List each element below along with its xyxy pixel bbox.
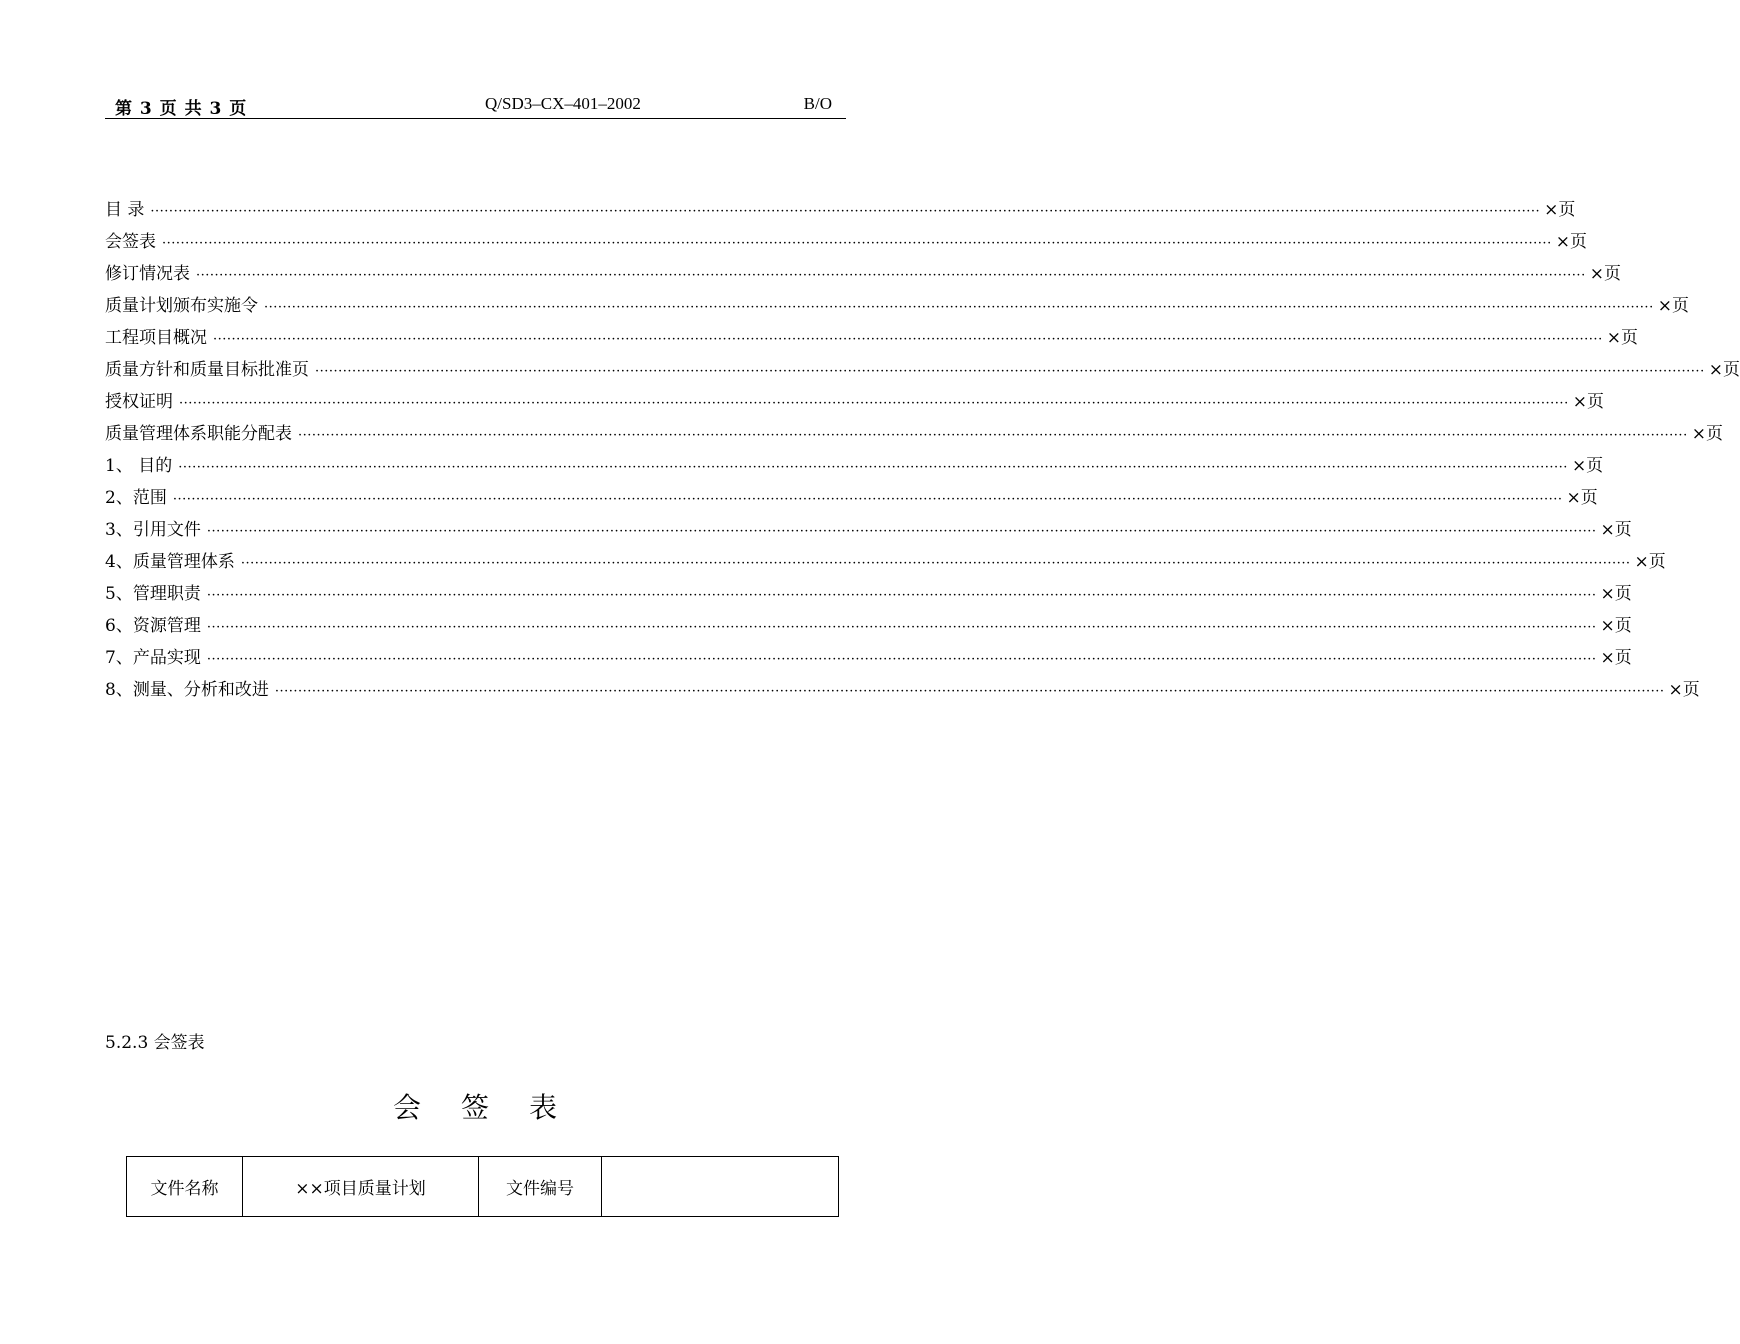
toc-entry: [105, 356, 1740, 388]
toc-leader-dots: ············································································································································································································································································································: [179, 396, 1569, 411]
toc-leader-dots: ············································································································································································································································································································: [162, 236, 1552, 251]
toc-leader-dots: ············································································································································································································································································································: [206, 524, 1597, 539]
toc-entry-title: 授权证明: [105, 388, 177, 416]
toc-entry-title: 会签表: [105, 228, 160, 256]
toc-leader-dots: ············································································································································································································································································································: [206, 652, 1597, 667]
toc-entry-page: ×页: [1606, 328, 1638, 348]
toc-entry: [105, 644, 1632, 676]
table-of-contents: [105, 196, 1740, 708]
toc-entry: [105, 484, 1598, 516]
toc-entry-title: 4、质量管理体系: [105, 548, 239, 576]
toc-entry-title: 8、测量、分析和改进: [105, 676, 273, 704]
toc-entry-title: 6、资源管理: [105, 612, 205, 640]
file-number-value: [602, 1157, 839, 1217]
toc-leader-dots: ············································································································································································································································································································: [206, 620, 1597, 635]
page-header: [105, 92, 846, 119]
sign-table-title: 会签表: [392, 1091, 597, 1124]
toc-entry: [105, 292, 1689, 324]
toc-entry-page: ×页: [1600, 584, 1632, 604]
file-name-label: 文件名称: [127, 1157, 243, 1217]
toc-entry-page: ×页: [1634, 552, 1666, 572]
toc-entry: [105, 324, 1638, 356]
toc-entry: [105, 516, 1632, 548]
toc-entry-title: 质量方针和质量目标批准页: [105, 356, 313, 384]
toc-leader-dots: ············································································································································································································································································································: [213, 332, 1603, 347]
toc-leader-dots: ············································································································································································································································································································: [274, 684, 1665, 699]
toc-entry-title: 2、范围: [105, 484, 171, 512]
toc-entry-title: 质量计划颁布实施令: [105, 292, 262, 320]
toc-entry-title: 3、引用文件: [105, 516, 205, 544]
toc-entry-title: 1、 目的: [105, 452, 176, 480]
toc-leader-dots: ············································································································································································································································································································: [150, 204, 1541, 219]
toc-entry: [105, 196, 1576, 228]
toc-entry-title: 质量管理体系职能分配表: [105, 420, 296, 448]
toc-entry-page: ×页: [1555, 232, 1587, 252]
document-code: Q/SD3–CX–401–2002: [485, 94, 641, 113]
table-row: [127, 1157, 839, 1217]
revision-code: B/O: [803, 94, 832, 113]
toc-entry-page: ×页: [1708, 360, 1740, 380]
toc-entry: [105, 420, 1723, 452]
page-info: 第 3 页 共 3 页: [115, 99, 248, 119]
toc-entry-page: ×页: [1566, 488, 1598, 508]
toc-entry: [105, 388, 1604, 420]
toc-entry-page: ×页: [1600, 648, 1632, 668]
file-name-value: ××项目质量计划: [243, 1157, 479, 1217]
file-number-label: 文件编号: [479, 1157, 602, 1217]
toc-entry-page: ×页: [1691, 424, 1723, 444]
toc-entry: [105, 612, 1632, 644]
toc-entry-title: 5、管理职责: [105, 580, 205, 608]
toc-entry-title: 工程项目概况: [105, 324, 211, 352]
toc-entry: [105, 260, 1621, 292]
toc-entry-title: 目 录: [105, 196, 148, 224]
toc-entry-page: ×页: [1572, 392, 1604, 412]
sign-table: [126, 1156, 839, 1217]
toc-leader-dots: ············································································································································································································································································································: [206, 588, 1597, 603]
toc-entry-page: ×页: [1600, 520, 1632, 540]
toc-leader-dots: ············································································································································································································································································································: [178, 460, 1568, 475]
toc-entry-page: ×页: [1668, 680, 1700, 700]
toc-entry-page: ×页: [1657, 296, 1689, 316]
toc-entry-title: 修订情况表: [105, 260, 194, 288]
toc-leader-dots: ············································································································································································································································································································: [172, 492, 1563, 507]
toc-leader-dots: ············································································································································································································································································································: [196, 268, 1586, 283]
toc-leader-dots: ············································································································································································································································································································: [315, 364, 1705, 379]
toc-entry: [105, 228, 1587, 260]
toc-leader-dots: ············································································································································································································································································································: [240, 556, 1631, 571]
toc-entry-page: ×页: [1589, 264, 1621, 284]
toc-entry-page: ×页: [1571, 456, 1604, 476]
toc-entry: [105, 548, 1666, 580]
toc-entry-title: 7、产品实现: [105, 644, 205, 672]
section-label: 5.2.3 会签表: [105, 1033, 205, 1053]
toc-entry: [105, 452, 1604, 484]
toc-leader-dots: ············································································································································································································································································································: [264, 300, 1654, 315]
toc-entry: [105, 676, 1700, 708]
toc-entry-page: ×页: [1600, 616, 1632, 636]
toc-entry-page: ×页: [1544, 200, 1576, 220]
toc-entry: [105, 580, 1632, 612]
toc-leader-dots: ············································································································································································································································································································: [298, 428, 1688, 443]
